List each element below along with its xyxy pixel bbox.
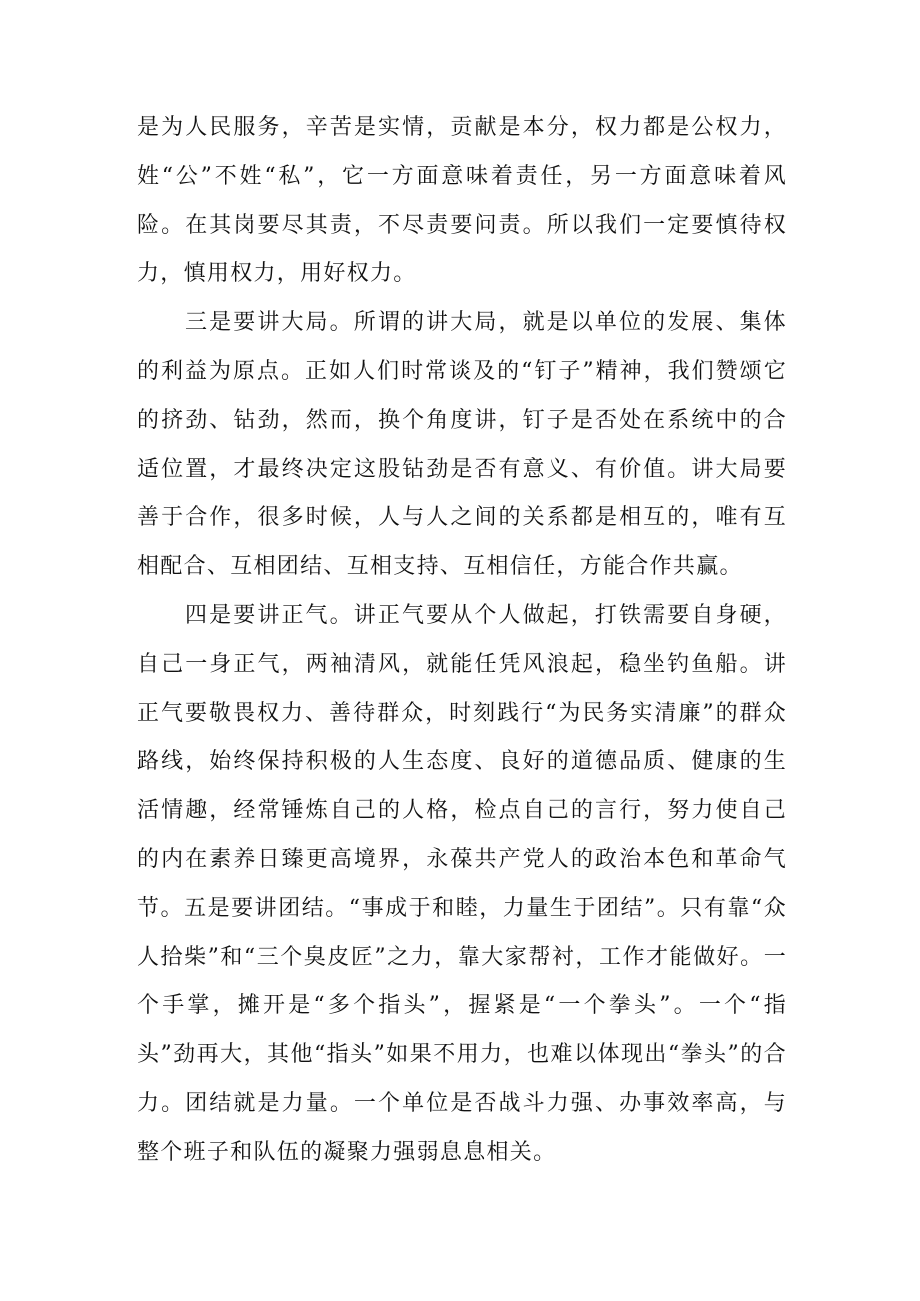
paragraph-2: 三是要讲大局。所谓的讲大局，就是以单位的发展、集体的利益为原点。正如人们时常谈及的“钉子”精神，我们赞颂它的挤劲、钻劲，然而，换个角度讲，钉子是否处在系统中的合适位置，才最终决定这股钻劲是否有意义、有价值。讲大局要善于合作，很多时候，人与人之间的关系都是相互的，唯有互相配合、互相团结、互相支持、互相信任，方能合作共赢。 (137, 310, 787, 580)
document-body (137, 104, 787, 1178)
paragraph-3: 四是要讲正气。讲正气要从个人做起，打铁需要自身硬，自己一身正气，两袖清风，就能任凭风浪起，稳坐钓鱼船。讲正气要敬畏权力、善待群众，时刻践行“为民务实清廉”的群众路线，始终保持积极的人生态度、良好的道德品质、健康的生活情趣，经常锤炼自己的人格，检点自己的言行，努力使自己的内在素养日臻更高境界，永葆共产党人的政治本色和革命气节。五是要讲团结。“事成于和睦，力量生于团结”。只有靠“众人拾柴”和“三个臭皮匠”之力，靠大家帮衬，工作才能做好。一个手掌，摊开是“多个指头”，握紧是“一个拳头”。一个“指头”劲再大，其他“指头”如果不用力，也难以体现出“拳头”的合力。团结就是力量。一个单位是否战斗力强、办事效率高，与整个班子和队伍的凝聚力强弱息息相关。 (137, 602, 787, 1165)
paragraph-1: 是为人民服务，辛苦是实情，贡献是本分，权力都是公权力，姓“公”不姓“私”，它一方面意味着责任，另一方面意味着风险。在其岗要尽其责，不尽责要问责。所以我们一定要慎待权力，慎用权力，用好权力。 (137, 115, 787, 287)
